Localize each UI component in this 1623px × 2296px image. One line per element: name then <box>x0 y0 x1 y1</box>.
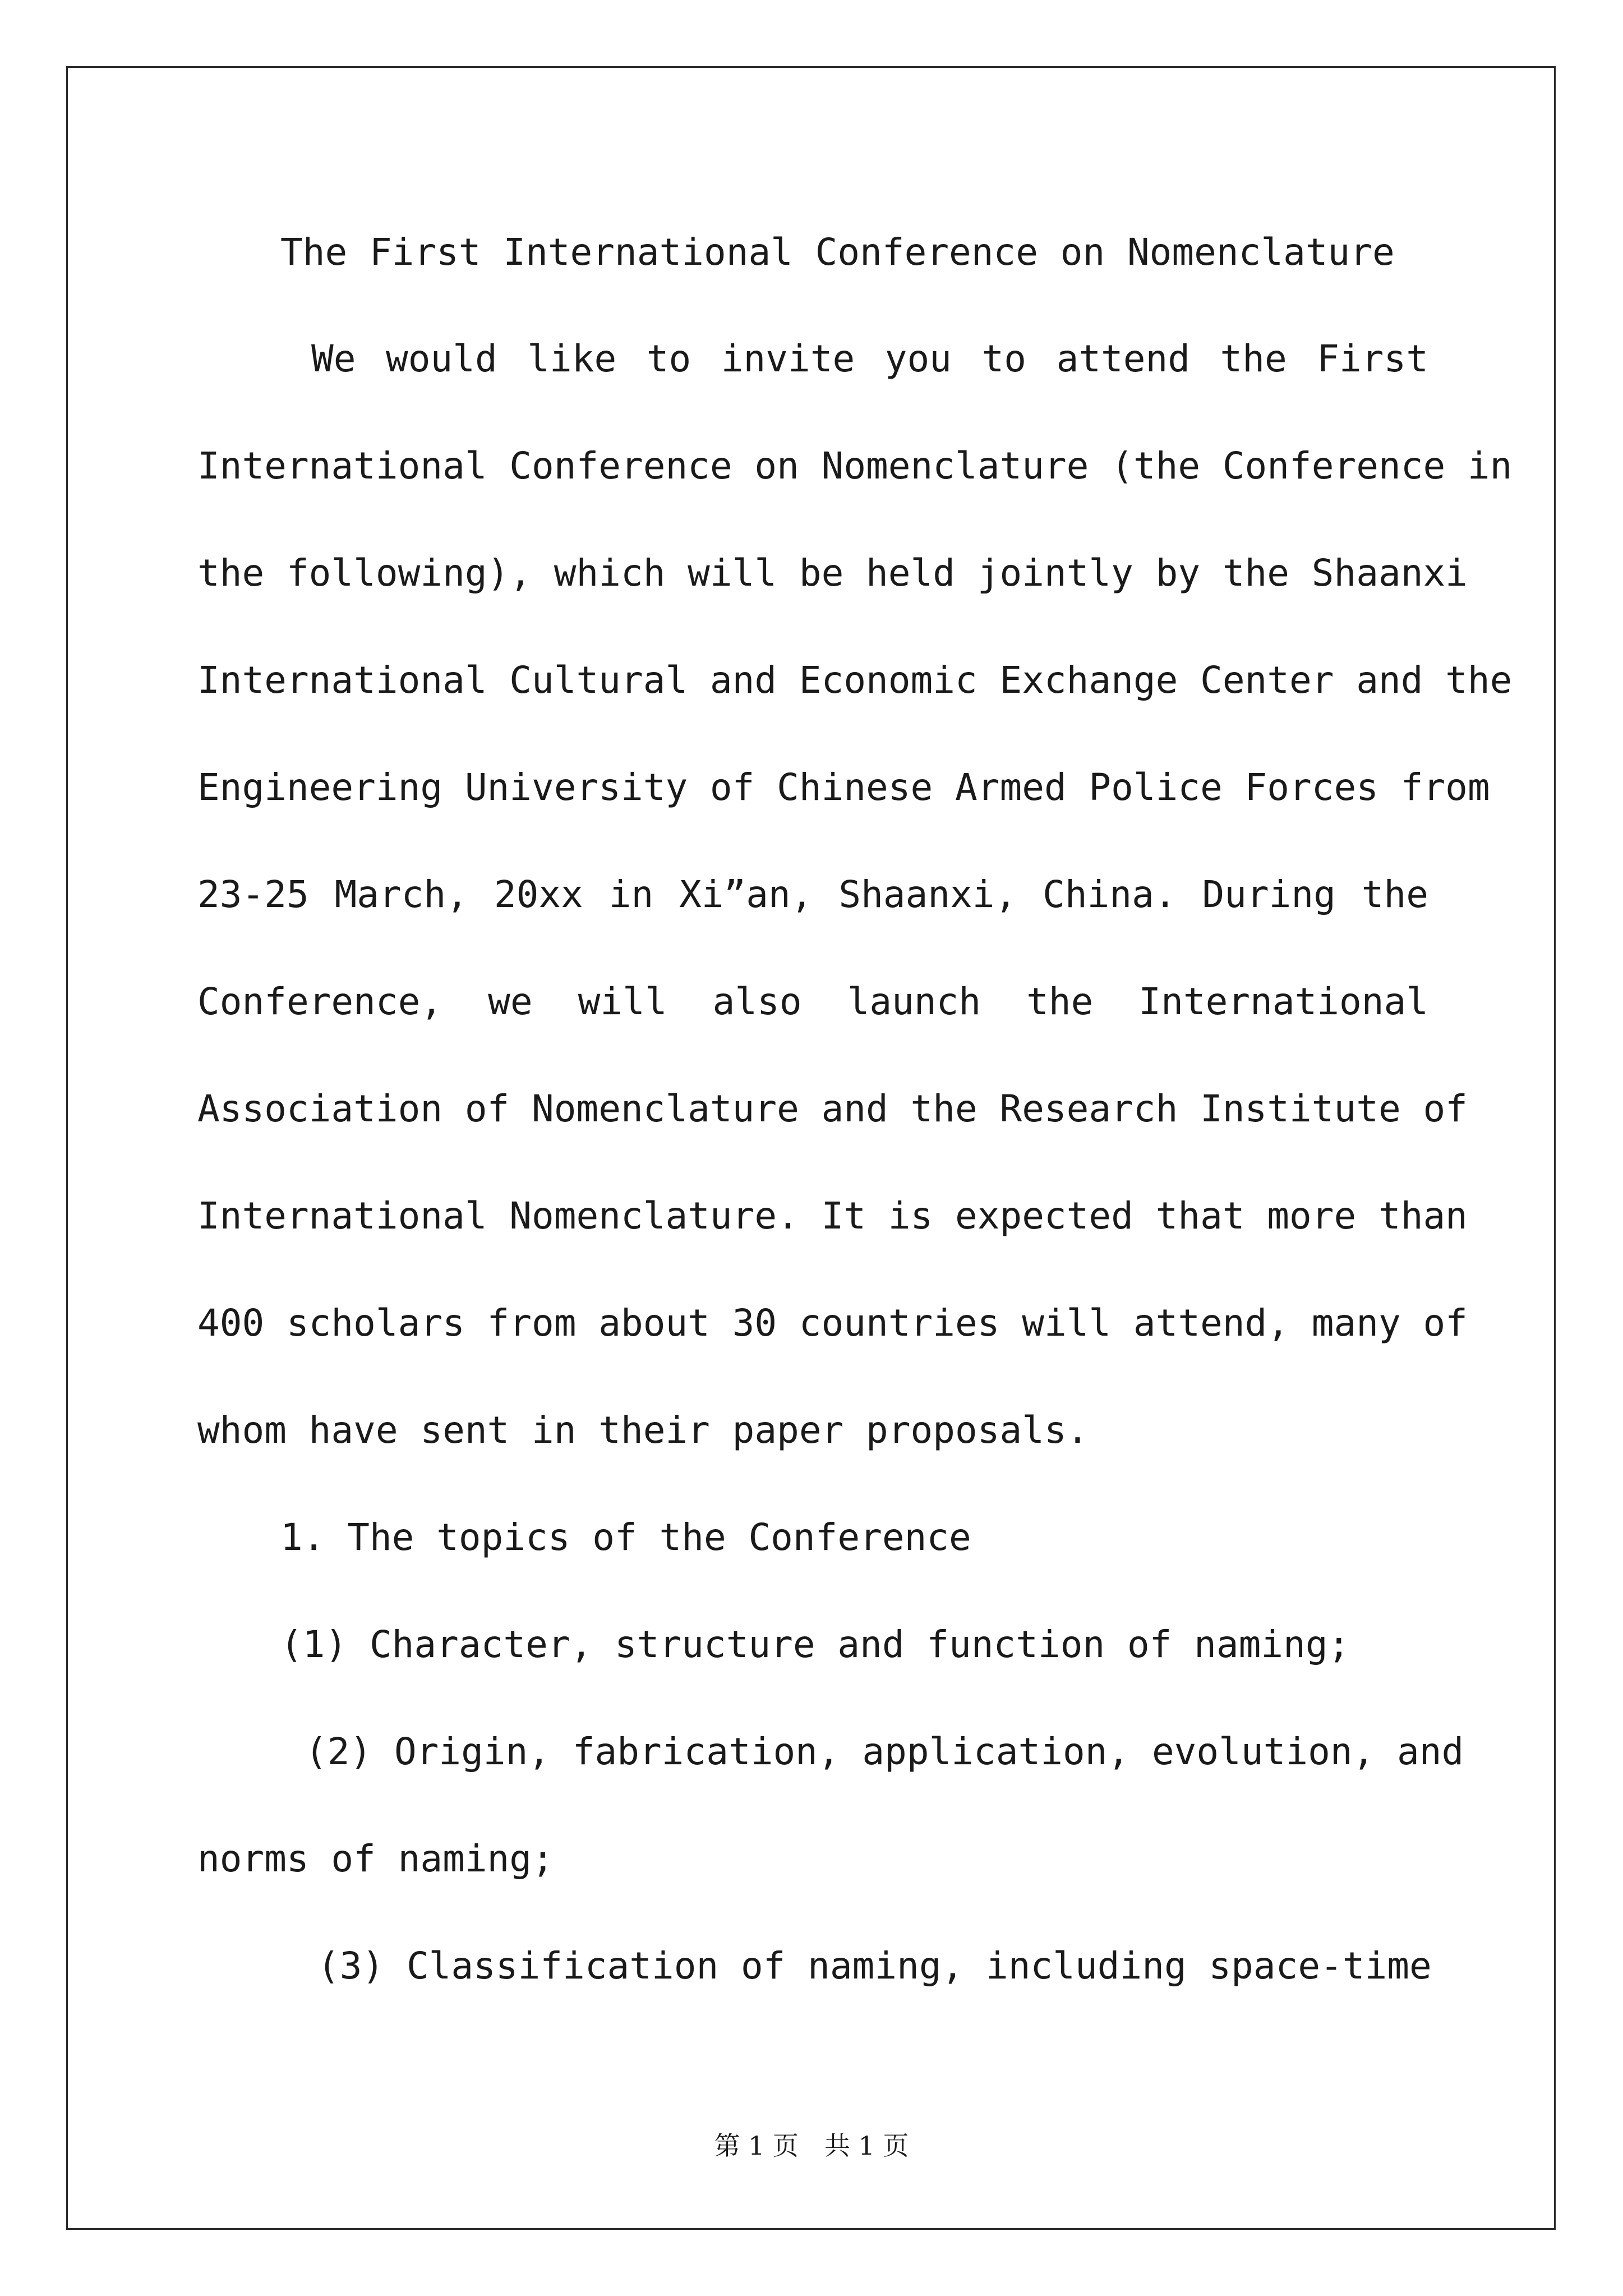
paragraph-line: the following), which will be held jointly by the Shaanxi <box>197 551 1468 595</box>
topic-item-1: (1) Character, structure and function of naming; <box>280 1623 1350 1666</box>
page-number-footer: 第 1 页 共 1 页 <box>714 2131 909 2161</box>
topic-item-3: (3) Classification of naming, including space-time <box>317 1944 1432 1987</box>
paragraph-line: 400 scholars from about 30 countries will attend, many of <box>197 1301 1468 1345</box>
paragraph-line: Conference, we will also launch the International <box>197 980 1428 1023</box>
paragraph-line: International Nomenclature. It is expected that more than <box>197 1194 1468 1237</box>
paragraph-line: Association of Nomenclature and the Research Institute of <box>197 1087 1468 1130</box>
section-heading: 1. The topics of the Conference <box>280 1516 971 1559</box>
page-border <box>66 66 1556 2230</box>
paragraph-line: whom have sent in their paper proposals. <box>197 1409 1089 1452</box>
paragraph-line: 23-25 March, 20xx in Xi”an, Shaanxi, China. During the <box>197 873 1428 916</box>
document-title: The First International Conference on Nomenclature <box>280 231 1395 274</box>
paragraph-line: International Cultural and Economic Exchange Center and the <box>197 659 1513 702</box>
topic-item-2-continued: norms of naming; <box>197 1837 554 1880</box>
paragraph-line: Engineering University of Chinese Armed Police Forces from <box>197 766 1490 809</box>
paragraph-line: We would like to invite you to attend the First <box>311 337 1428 380</box>
paragraph-line: International Conference on Nomenclature (the Conference in <box>197 444 1513 487</box>
topic-item-2: (2) Origin, fabrication, application, evolution, and <box>305 1730 1464 1773</box>
